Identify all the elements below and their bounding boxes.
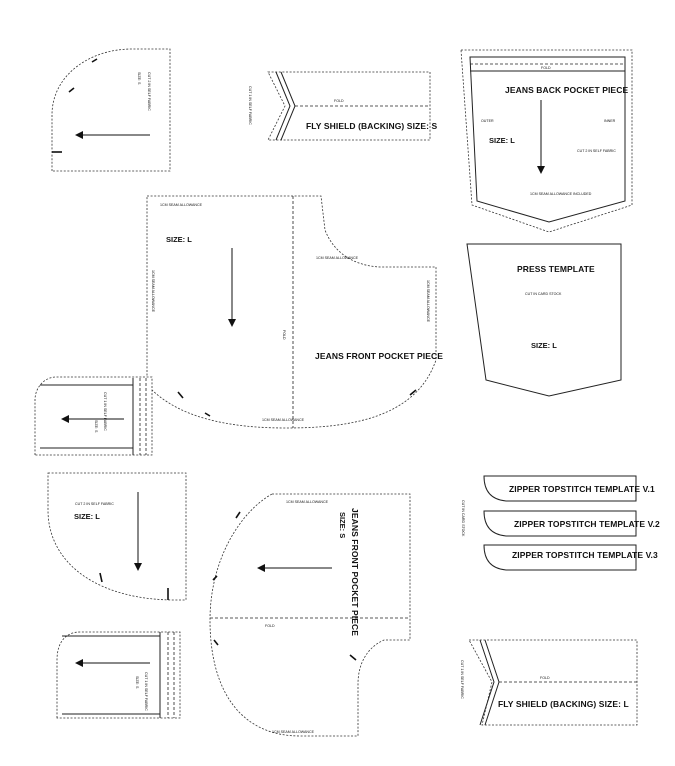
- fold-label: FOLD: [334, 99, 344, 103]
- seam-side-left: 1CM SEAM ALLOWANCE: [151, 270, 155, 313]
- size-label: SIZE: L: [74, 512, 100, 521]
- cut-note: CUT 2 IN SELF FABRIC: [147, 72, 151, 111]
- fly-shield-small: [248, 72, 437, 140]
- seam-bottom: 1CM SEAM ALLOWANCE: [262, 418, 305, 422]
- zipper-v3: ZIPPER TOPSTITCH TEMPLATE V.3: [512, 550, 658, 560]
- size-label: SIZE: S: [338, 512, 347, 539]
- cut-note: CUT 1 IN SELF FABRIC: [248, 86, 252, 125]
- fold-label: FOLD: [265, 624, 275, 628]
- seam-note: 1CM SEAM ALLOWANCE INCLUDED: [530, 192, 592, 196]
- seam-bottom: 1CM SEAM ALLOWANCE: [272, 730, 315, 734]
- fly-shield-large: [460, 640, 637, 725]
- zipper-templates: [461, 476, 660, 570]
- piece-title: FLY SHIELD (BACKING) SIZE: L: [498, 699, 629, 709]
- piece-title: JEANS FRONT POCKET PIECE: [315, 351, 444, 361]
- fold-label: FOLD: [540, 676, 550, 680]
- cut-note: CUT 1 IN SELF FABRIC: [460, 660, 464, 699]
- press-template: [467, 244, 621, 396]
- pocket-facing-large: [48, 473, 186, 600]
- zipper-v2: ZIPPER TOPSTITCH TEMPLATE V.2: [514, 519, 660, 529]
- size-label: SIZE: S: [135, 676, 139, 689]
- piece-title: FLY SHIELD (BACKING) SIZE: S: [306, 121, 438, 131]
- cut-note: CUT 1 IN SELF FABRIC: [103, 392, 107, 431]
- fly-piece-small-left: [35, 377, 152, 455]
- fly-piece-small-bottom: [57, 632, 180, 718]
- inner-label: INNER: [604, 119, 616, 123]
- zipper-note: CUT IN CARD STOCK: [461, 500, 465, 537]
- piece-title: PRESS TEMPLATE: [517, 264, 595, 274]
- outer-label: OUTER: [481, 119, 494, 123]
- front-pocket-large: [147, 196, 443, 428]
- pocket-facing-small-top: [52, 49, 170, 171]
- piece-title: JEANS BACK POCKET PIECE: [505, 85, 629, 95]
- seam-side-right: 1CM SEAM ALLOWANCE: [426, 280, 430, 323]
- size-label: SIZE: S: [137, 72, 141, 85]
- size-label: SIZE: S: [94, 420, 98, 433]
- size-label: SIZE: L: [531, 341, 557, 350]
- cut-note: CUT 1 IN SELF FABRIC: [144, 672, 148, 711]
- fold-label: FOLD: [282, 330, 286, 340]
- cut-note: CUT 2 IN SELF FABRIC: [75, 502, 114, 506]
- fold-label: FOLD: [541, 66, 551, 70]
- seam-curve: 1CM SEAM ALLOWANCE: [316, 256, 359, 260]
- size-label: SIZE: L: [166, 235, 192, 244]
- piece-title: JEANS FRONT POCKET PIECE: [350, 508, 360, 637]
- seam-top: 1CM SEAM ALLOWANCE: [286, 500, 329, 504]
- back-pocket-piece: [461, 50, 632, 232]
- size-label: SIZE: L: [489, 136, 515, 145]
- cut-note: CUT IN CARD STOCK: [525, 292, 562, 296]
- zipper-v1: ZIPPER TOPSTITCH TEMPLATE V.1: [509, 484, 655, 494]
- cut-note: CUT 2 IN SELF FABRIC: [577, 149, 616, 153]
- seam-top: 1CM SEAM ALLOWANCE: [160, 203, 203, 207]
- front-pocket-small: [210, 494, 410, 736]
